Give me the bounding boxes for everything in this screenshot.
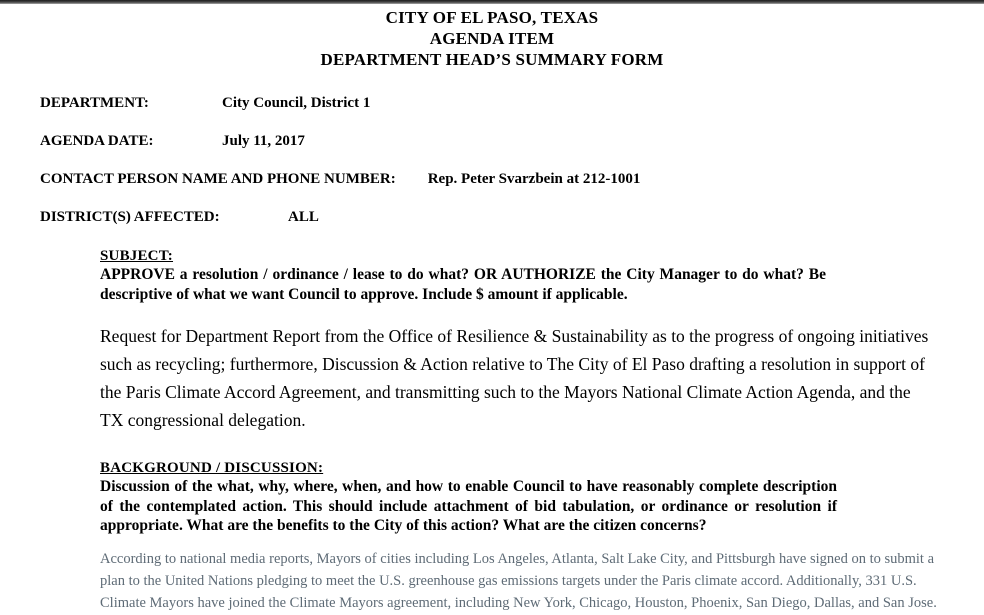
background-body-text: According to national media reports, Mayors of cities including Los Angeles, Atlanta, Salt Lake City, and Pittsburgh have signed on to submit a plan to the United Nations pledging to meet the U.S. greenhouse gas emissions targets under the Paris climate accord. Additionally, 331 U.S. Climate Mayors have joined the Climate Mayors agreement, including New York, Chicago, Houston, Phoenix, San Diego, Dallas, and San Jose. [100,550,937,611]
document-title-line-3: DEPARTMENT HEAD’S SUMMARY FORM [320,50,664,69]
field-agenda-date [40,133,984,150]
subject-instructions: APPROVE a resolution / ordinance / lease to do what? OR AUTHORIZE the City Manager to do what? Be descriptive of what we want Council to approve. Include $ amount if applicable. [100,266,826,303]
field-department-value: City Council, District 1 [222,95,371,111]
background-instructions: Discussion of the what, why, where, when, and how to enable Council to have reasonably complete description of the contemplated action. This should include attachment of bid tabulation, or ordinance or resolution if appropriate. What are the benefits to the City of this action? What are the citizen concerns? [100,478,837,534]
document-title-line-2: AGENDA ITEM [429,29,555,48]
subject-body-text: Request for Department Report from the Office of Resilience & Sustainability as to the progress of ongoing initiatives such as recycling; furthermore, Discussion & Action relative to The City of El Paso drafting a resolution in support of the Paris Climate Accord Agreement, and transmitting such to the Mayors National Climate Action Agenda, and the TX congressional delegation. [100,326,929,430]
field-districts-affected [40,209,984,226]
document-header [0,7,984,70]
field-districts-affected-value: ALL [288,209,319,225]
form-fields [40,95,984,226]
field-districts-affected-label: DISTRICT(S) AFFECTED: [40,209,220,225]
subject-heading: SUBJECT: [100,248,174,264]
subject-section [100,247,984,434]
viewer-top-edge-bar [0,0,984,4]
field-agenda-date-label: AGENDA DATE: [40,133,154,149]
field-department [40,95,984,112]
field-contact-person-value: Rep. Peter Svarzbein at 212-1001 [427,171,641,187]
background-section [100,459,984,614]
field-contact-person-label: CONTACT PERSON NAME AND PHONE NUMBER: [40,171,396,187]
document-title-line-1: CITY OF EL PASO, TEXAS [385,8,599,27]
field-contact-person [40,171,984,188]
field-department-label: DEPARTMENT: [40,95,149,111]
background-heading: BACKGROUND / DISCUSSION: [100,460,324,476]
field-agenda-date-value: July 11, 2017 [222,133,305,149]
